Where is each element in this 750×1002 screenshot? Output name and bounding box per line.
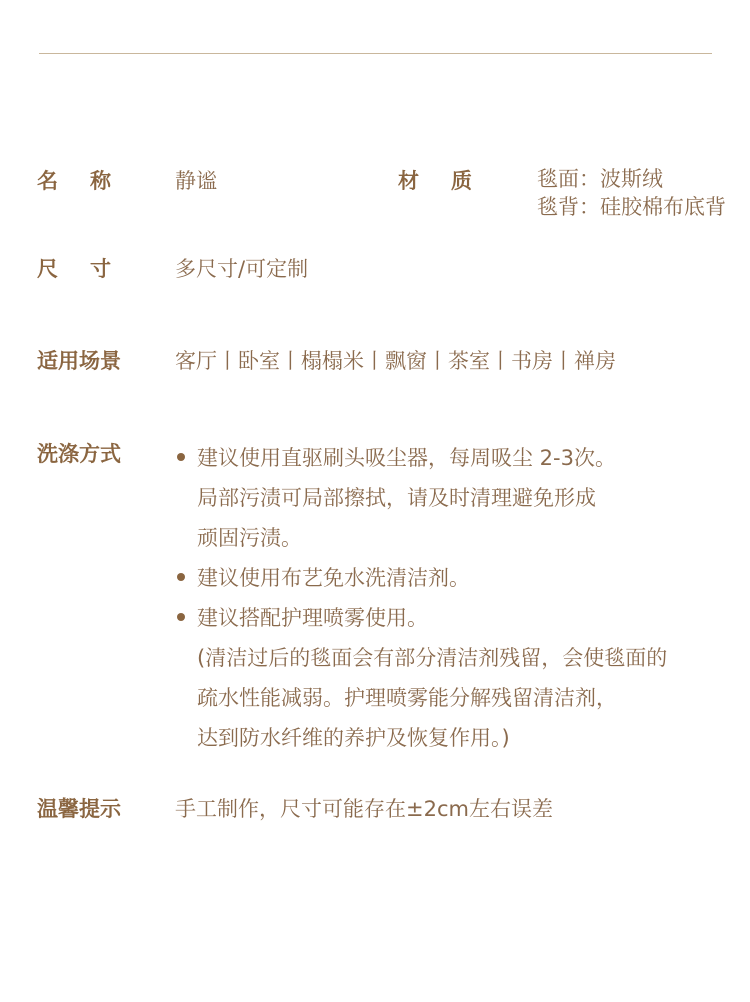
name-label: 名称 <box>37 169 143 193</box>
material-label: 材质 <box>398 169 504 193</box>
size-value: 多尺寸/可定制 <box>175 257 309 281</box>
bullet-icon <box>177 573 185 581</box>
tips-value: 手工制作，尺寸可能存在±2cm左右误差 <box>175 797 553 821</box>
washing-line: 建议使用直驱刷头吸尘器，每周吸尘 2-3次。 <box>197 446 616 470</box>
bullet-icon <box>177 453 185 461</box>
name-value: 静谧 <box>175 169 217 193</box>
washing-label: 洗涤方式 <box>37 442 121 466</box>
washing-line: (清洁过后的毯面会有部分清洁剂残留，会使毯面的 <box>197 646 668 670</box>
tips-label: 温馨提示 <box>37 797 121 821</box>
washing-line: 建议搭配护理喷雾使用。 <box>197 606 428 630</box>
washing-item <box>175 558 667 598</box>
material-value <box>537 165 726 221</box>
washing-line: 建议使用布艺免水洗清洁剂。 <box>197 566 470 590</box>
washing-list <box>175 438 667 758</box>
size-label: 尺寸 <box>37 257 143 281</box>
top-divider <box>39 53 712 54</box>
material-backing: 毯背：硅胶棉布底背 <box>537 195 726 219</box>
scenes-value: 客厅丨卧室丨榻榻米丨飘窗丨茶室丨书房丨禅房 <box>175 349 616 373</box>
washing-line: 顽固污渍。 <box>197 526 302 550</box>
bullet-icon <box>177 613 185 621</box>
washing-item <box>175 438 667 558</box>
material-surface: 毯面：波斯绒 <box>537 167 663 191</box>
washing-item <box>175 598 667 758</box>
washing-line: 达到防水纤维的养护及恢复作用。) <box>197 726 510 750</box>
washing-line: 疏水性能减弱。护理喷雾能分解残留清洁剂， <box>197 686 617 710</box>
scenes-label: 适用场景 <box>37 349 121 373</box>
washing-line: 局部污渍可局部擦拭，请及时清理避免形成 <box>197 486 596 510</box>
